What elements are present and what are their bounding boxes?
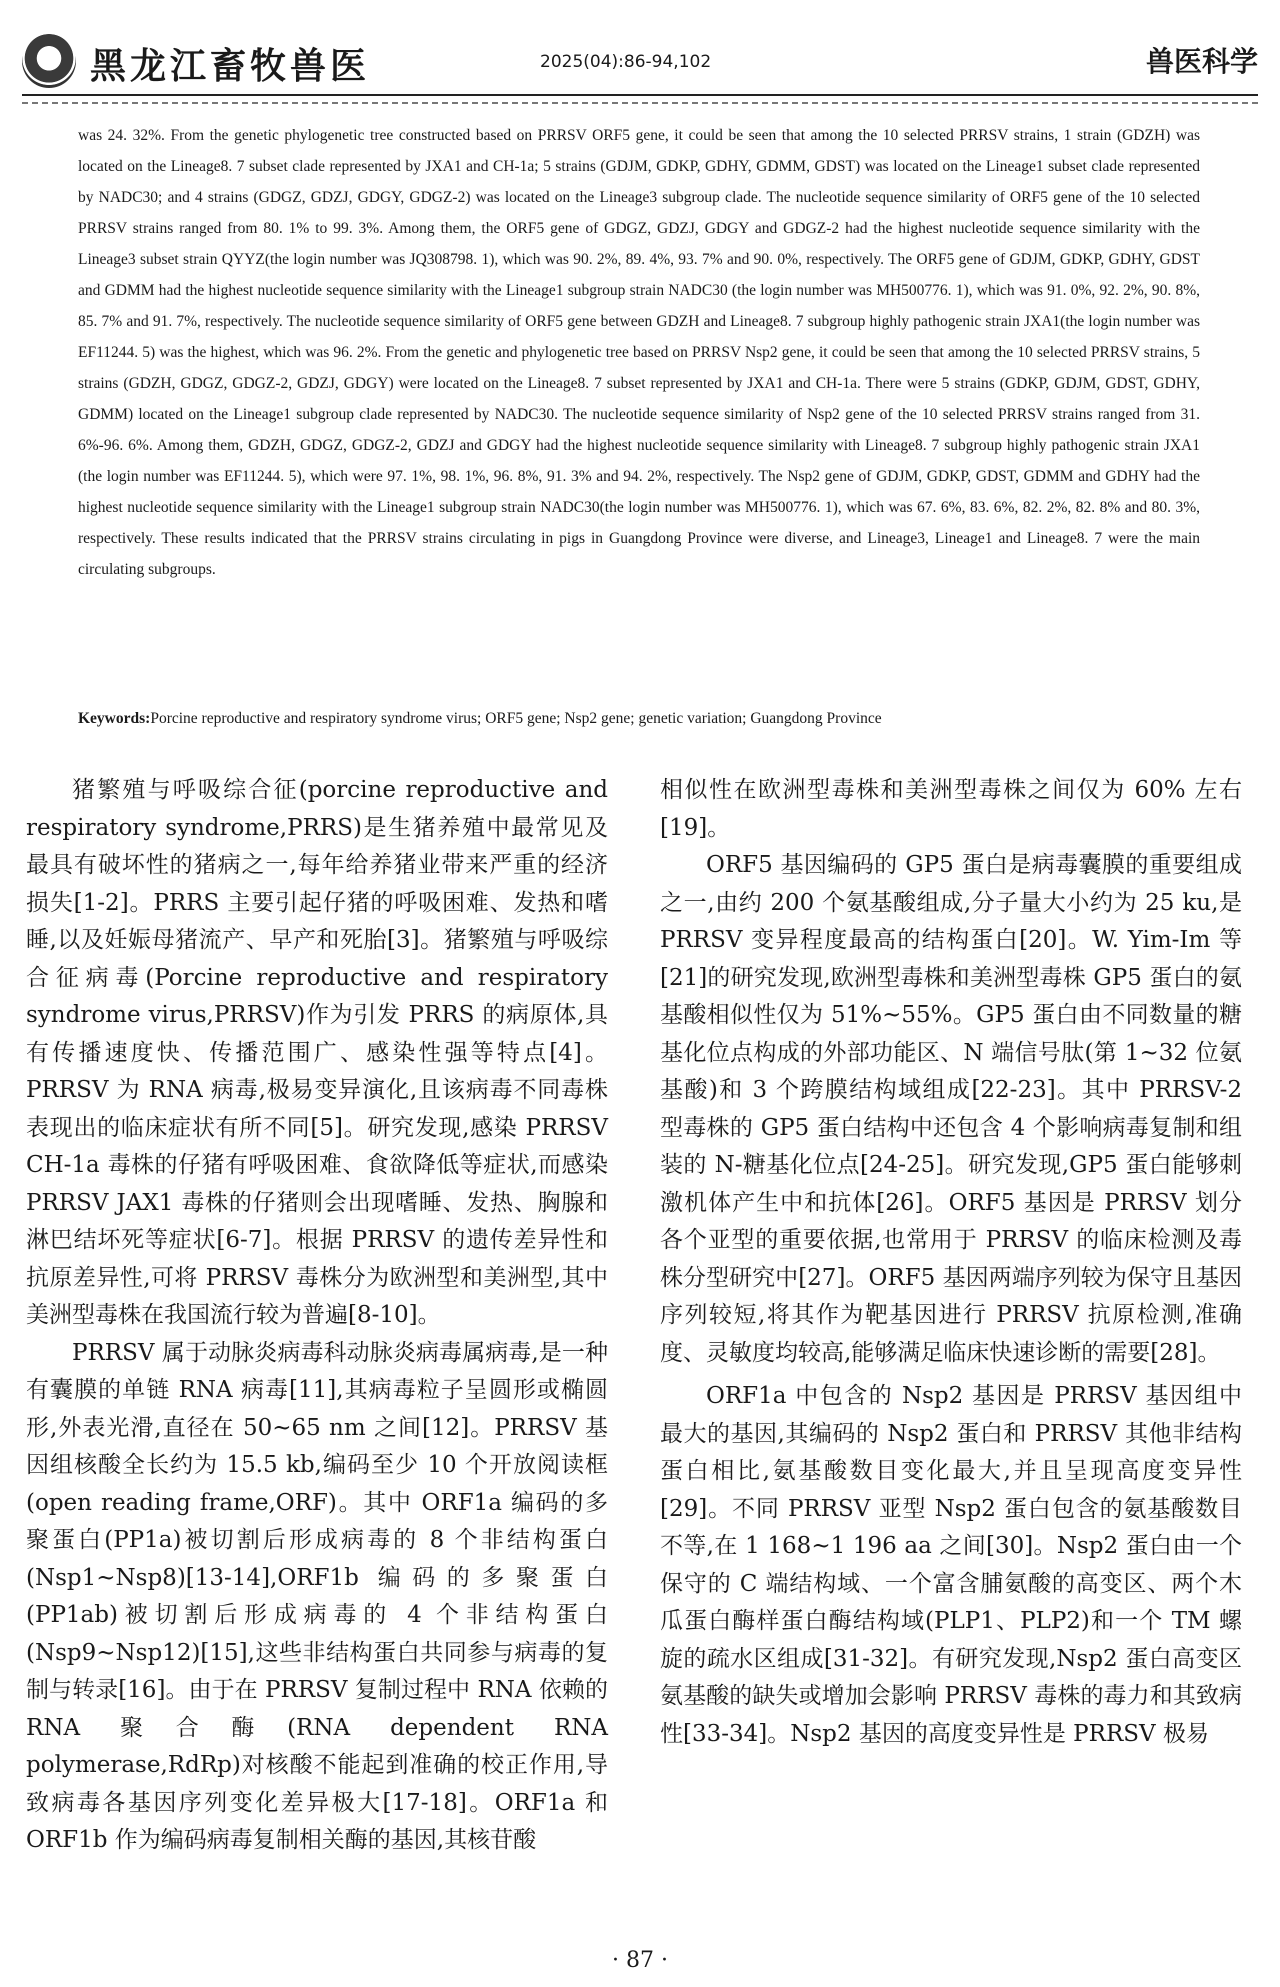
keywords-text: Porcine reproductive and respiratory syndrome virus; ORF5 gene; Nsp2 gene; genetic variation; Guangdong Province	[150, 710, 882, 727]
header-dashed-rule	[22, 102, 1258, 105]
paragraph: ORF1a 中包含的 Nsp2 基因是 PRRSV 基因组中最大的基因,其编码的 Nsp2 蛋白和 PRRSV 其他非结构蛋白相比,氨基酸数目变化最大,并且呈现高度变异性[29]。不同 PRRSV 亚型 Nsp2 蛋白包含的氨基酸数目不等,在 1 168~1 196 aa 之间[30]。Nsp2 蛋白由一个保守的 C 端结构域、一个富含脯氨酸的高变区、两个木瓜蛋白酶样蛋白酶结构域(PLP1、PLP2)和一个 TM 螺旋的疏水区组成[31-32]。有研究发现,Nsp2 蛋白高变区氨基酸的缺失或增加会影响 PRRSV 毒株的毒力和其致病性[33-34]。Nsp2 基因的高度变异性是 PRRSV 极易	[660, 1383, 1242, 1747]
page-number: · 87 ·	[612, 1948, 668, 1973]
page-header	[22, 30, 1258, 90]
right-column	[660, 772, 1242, 1753]
paragraph-continuation: 相似性在欧洲型毒株和美洲型毒株之间仅为 60% 左右[19]。	[660, 777, 1242, 841]
keywords	[78, 710, 1200, 728]
paragraph: 猪繁殖与呼吸综合征(porcine reproductive and respiratory syndrome,PRRS)是生猪养殖中最常见及最具有破坏性的猪病之一,每年给养猪业带来严重的经济损失[1-2]。PRRS 主要引起仔猪的呼吸困难、发热和嗜睡,以及妊娠母猪流产、早产和死胎[3]。猪繁殖与呼吸综合征病毒(Porcine reproductive and respiratory syndrome virus,PRRSV)作为引发 PRRS 的病原体,具有传播速度快、传播范围广、感染性强等特点[4]。PRRSV 为 RNA 病毒,极易变异演化,且该病毒不同毒株表现出的临床症状有所不同[5]。研究发现,感染 PRRSV CH-1a 毒株的仔猪有呼吸困难、食欲降低等症状,而感染 PRRSV JAX1 毒株的仔猪则会出现嗜睡、发热、胸腺和淋巴结坏死等症状[6-7]。根据 PRRSV 的遗传差异性和抗原差异性,可将 PRRSV 毒株分为欧洲型和美洲型,其中美洲型毒株在我国流行较为普遍[8-10]。	[26, 777, 608, 1328]
header-rule	[22, 94, 1258, 96]
paragraph: ORF5 基因编码的 GP5 蛋白是病毒囊膜的重要组成之一,由约 200 个氨基酸组成,分子量大小约为 25 ku,是 PRRSV 变异程度最高的结构蛋白[20]。W. Yim-Im 等[21]的研究发现,欧洲型毒株和美洲型毒株 GP5 蛋白的氨基酸相似性仅为 51%~55%。GP5 蛋白由不同数量的糖基化位点构成的外部功能区、N 端信号肽(第 1~32 位氨基酸)和 3 个跨膜结构域组成[22-23]。其中 PRRSV-2 型毒株的 GP5 蛋白结构中还包含 4 个影响病毒复制和组装的 N-糖基化位点[24-25]。研究发现,GP5 蛋白能够刺激机体产生中和抗体[26]。ORF5 基因是 PRRSV 划分各个亚型的重要依据,也常用于 PRRSV 的临床检测及毒株分型研究中[27]。ORF5 基因两端序列较为保守且基因序列较短,将其作为靶基因进行 PRRSV 抗原检测,准确度、灵敏度均较高,能够满足临床快速诊断的需要[28]。	[660, 852, 1242, 1366]
keywords-label: Keywords:	[78, 710, 151, 727]
journal-logo-icon	[22, 34, 76, 88]
section-title: 兽医科学	[1145, 45, 1258, 78]
journal-name: 黑龙江畜牧兽医	[90, 45, 371, 87]
paragraph: PRRSV 属于动脉炎病毒科动脉炎病毒属病毒,是一种有囊膜的单链 RNA 病毒[11],其病毒粒子呈圆形或椭圆形,外表光滑,直径在 50~65 nm 之间[12]。PRRSV 基因组核酸全长约为 15.5 kb,编码至少 10 个开放阅读框(open reading frame,ORF)。其中 ORF1a 编码的多聚蛋白(PP1a)被切割后形成病毒的 8 个非结构蛋白(Nsp1~Nsp8)[13-14],ORF1b 编码的多聚蛋白(PP1ab)被切割后形成病毒的 4 个非结构蛋白(Nsp9~Nsp12)[15],这些非结构蛋白共同参与病毒的复制与转录[16]。由于在 PRRSV 复制过程中 RNA 依赖的 RNA 聚合酶(RNA dependent RNA polymerase,RdRp)对核酸不能起到准确的校正作用,导致病毒各基因序列变化差异极大[17-18]。ORF1a 和 ORF1b 作为编码病毒复制相关酶的基因,其核苷酸	[26, 1339, 608, 1853]
issue-info: 2025(04):86-94,102	[540, 52, 712, 72]
abstract-text: was 24. 32%. From the genetic phylogenetic tree constructed based on PRRSV ORF5 gene, it could be seen that among the 10 selected PRRSV strains, 1 strain (GDZH) was located on the Lineage8. 7 subset clade represented by JXA1 and CH-1a; 5 strains (GDJM, GDKP, GDHY, GDMM, GDST) was located on the Lineage1 subset clade represented by NADC30; and 4 strains (GDGZ, GDZJ, GDGY, GDGZ-2) was located on the Lineage3 subgroup clade. The nucleotide sequence similarity of ORF5 gene of the 10 selected PRRSV strains ranged from 80. 1% to 99. 3%. Among them, the ORF5 gene of GDGZ, GDZJ, GDGY and GDGZ-2 had the highest nucleotide sequence similarity with the Lineage3 subset strain QYYZ(the login number was JQ308798. 1), which was 90. 2%, 89. 4%, 93. 7% and 90. 0%, respectively. The ORF5 gene of GDJM, GDKP, GDHY, GDST and GDMM had the highest nucleotide sequence similarity with the Lineage1 subgroup strain NADC30 (the login number was MH500776. 1), which was 91. 0%, 92. 2%, 90. 8%, 85. 7% and 91. 7%, respectively. The nucleotide sequence similarity of ORF5 gene between GDZH and Lineage8. 7 subgroup highly pathogenic strain JXA1(the login number was EF11244. 5) was the highest, which was 96. 2%. From the genetic and phylogenetic tree based on PRRSV Nsp2 gene, it could be seen that among the 10 selected PRRSV strains, 5 strains (GDZH, GDGZ, GDGZ-2, GDZJ, GDGY) were located on the Lineage8. 7 subset represented by JXA1 and CH-1a. There were 5 strains (GDKP, GDJM, GDST, GDHY, GDMM) located on the Lineage1 subgroup clade represented by NADC30. The nucleotide sequence similarity of Nsp2 gene of the 10 selected PRRSV strains ranged from 31. 6%-96. 6%. Among them, GDZH, GDGZ, GDGZ-2, GDZJ and GDGY had the highest nucleotide sequence similarity with Lineage8. 7 subgroup highly pathogenic strain JXA1 (the login number was EF11244. 5), which were 97. 1%, 98. 1%, 96. 8%, 91. 3% and 94. 2%, respectively. The Nsp2 gene of GDJM, GDKP, GDST, GDMM and GDHY had the highest nucleotide sequence similarity with the Lineage1 subgroup strain NADC30(the login number was MH500776. 1), which was 67. 6%, 83. 6%, 82. 2%, 82. 8% and 80. 3%, respectively. These results indicated that the PRRSV strains circulating in pigs in Guangdong Province were diverse, and Lineage3, Lineage1 and Lineage8. 7 were the main circulating subgroups.	[78, 127, 1200, 578]
left-column	[26, 772, 608, 1860]
